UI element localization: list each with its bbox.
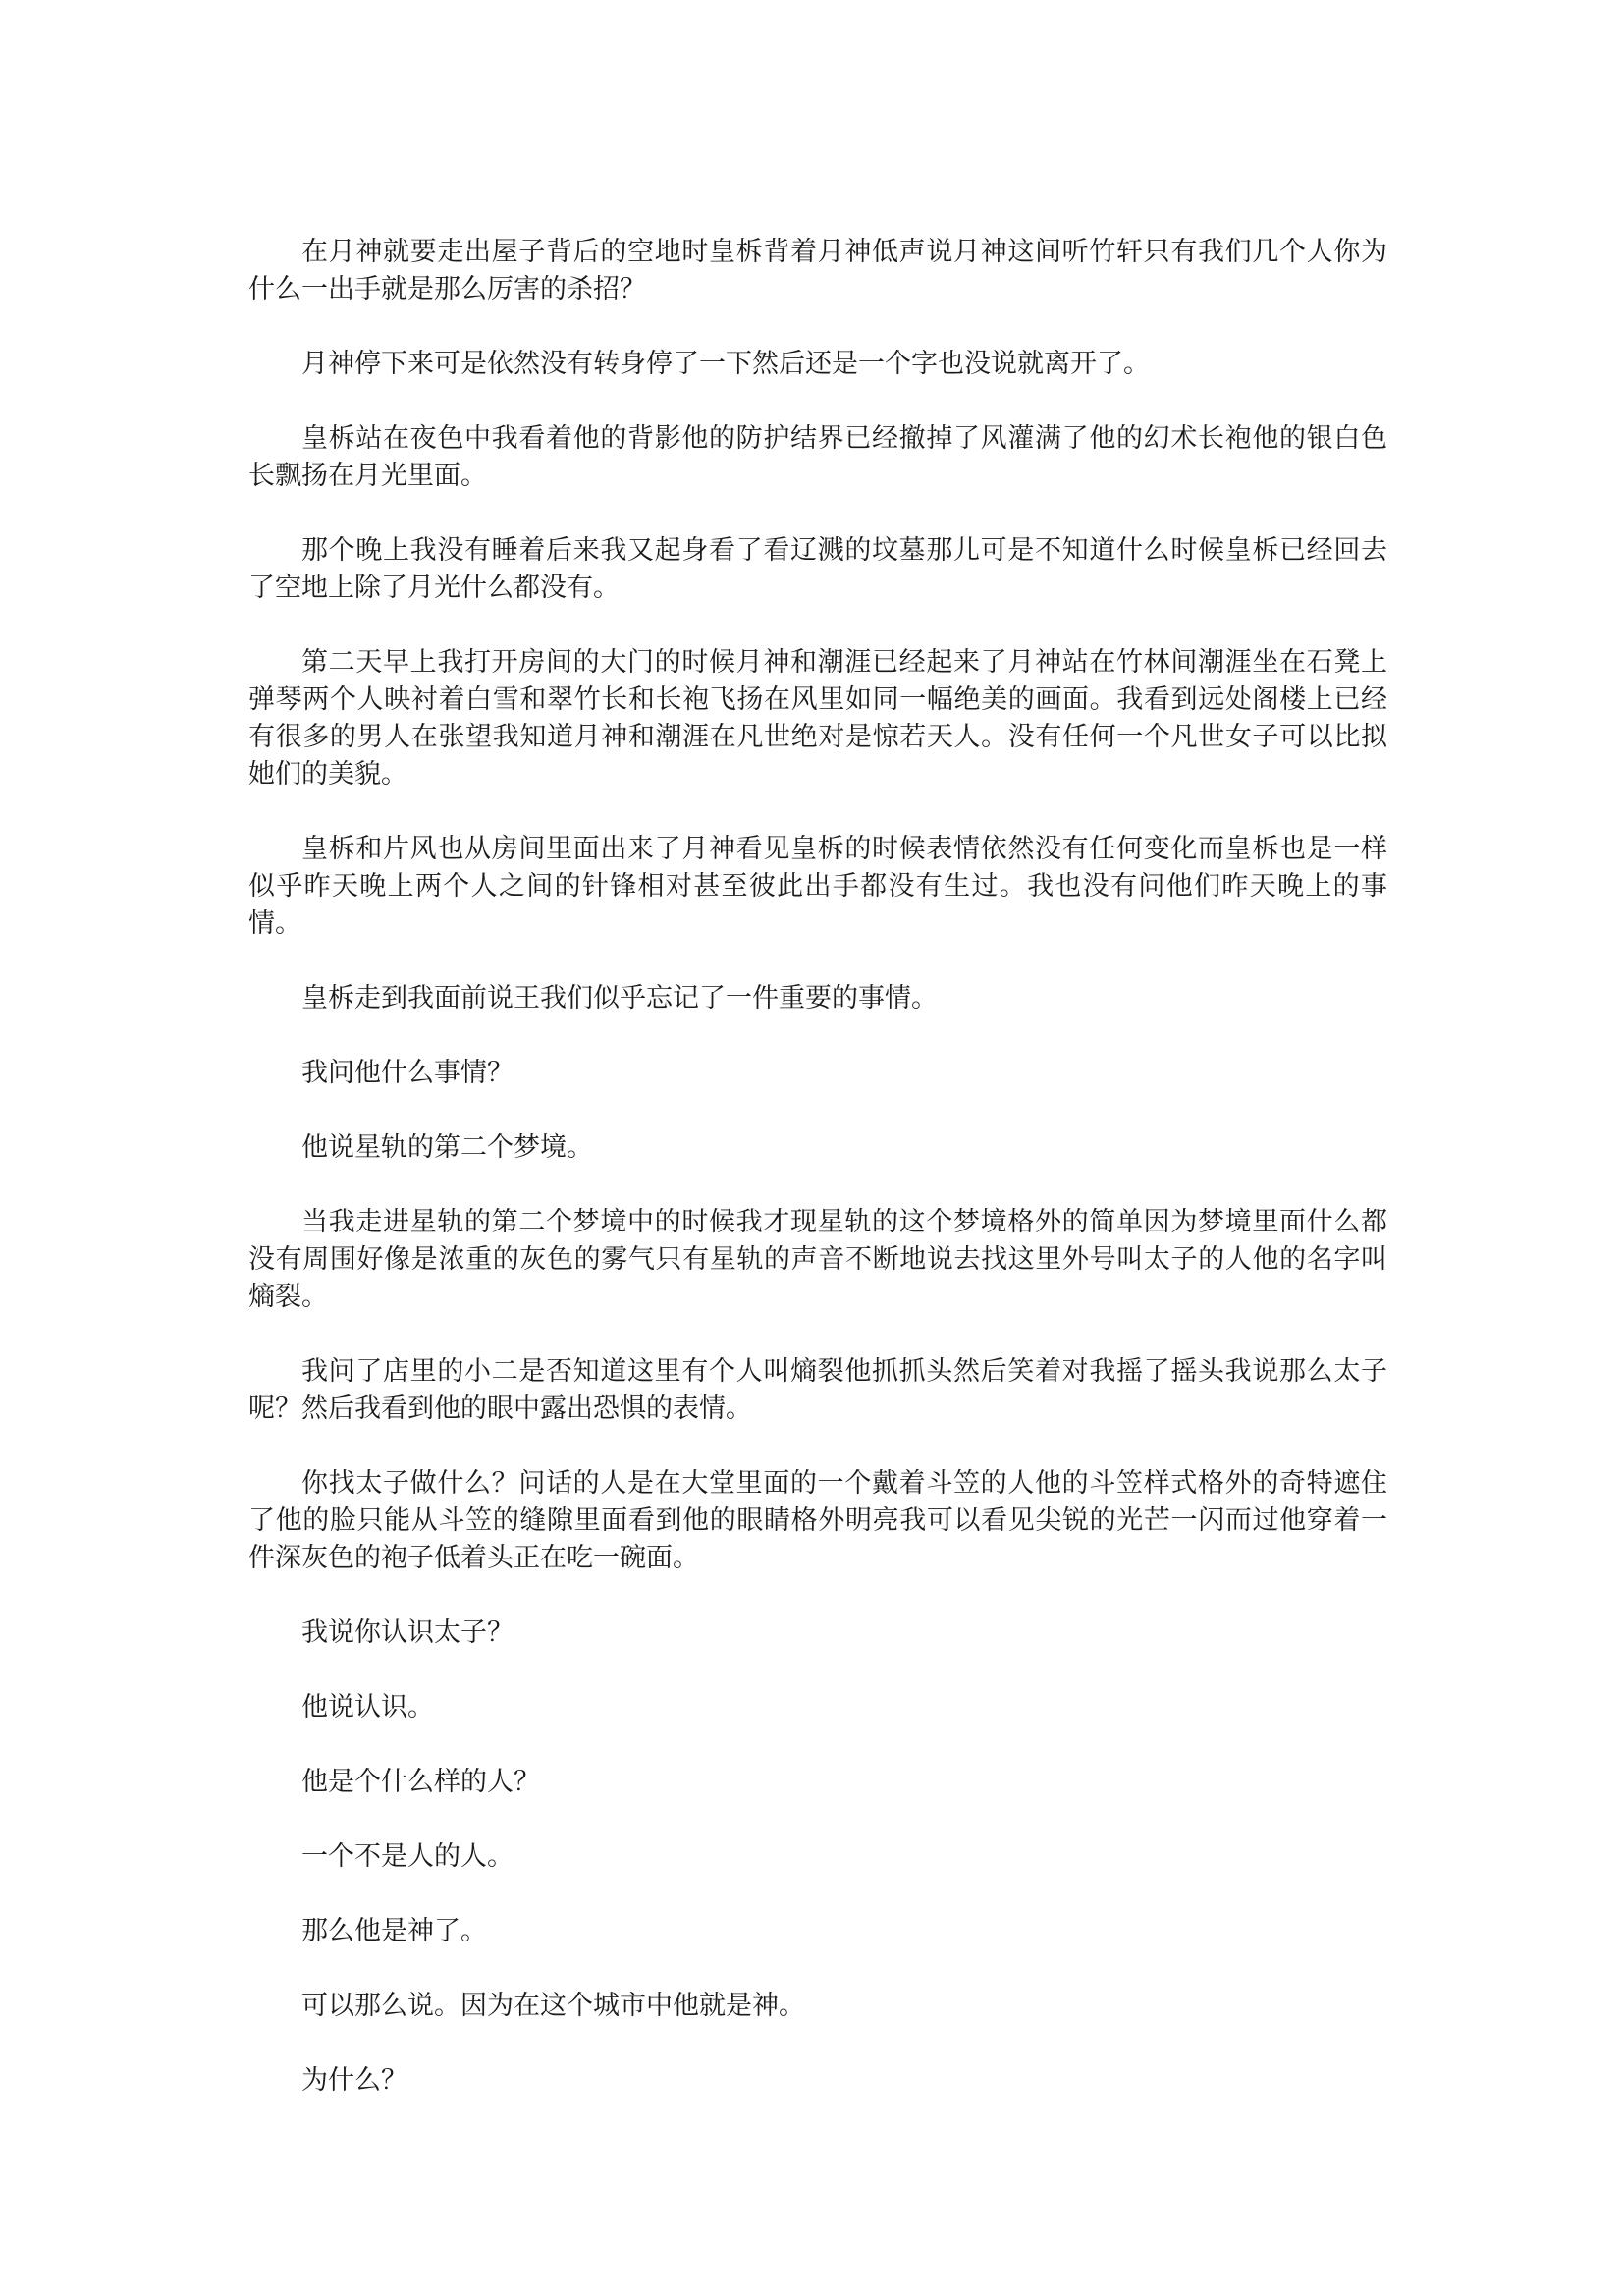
paragraph: 一个不是人的人。	[301, 1841, 514, 1872]
paragraph: 皇柝和片风也从房间里面出来了月神看见皇柝的时候表情依然没有任何变化而皇柝也是一样似乎昨天晚上两个人之间的针锋相对甚至彼此出手都没有生过。我也没有问他们昨天晚上的事情。	[248, 834, 1387, 939]
paragraph: 我问了店里的小二是否知道这里有个人叫熵裂他抓抓头然后笑着对我摇了摇头我说那么太子呢？然后我看到他的眼中露出恐惧的表情。	[248, 1356, 1387, 1424]
paragraph: 那个晚上我没有睡着后来我又起身看了看辽溅的坟墓那儿可是不知道什么时候皇柝已经回去了空地上除了月光什么都没有。	[248, 535, 1387, 603]
paragraph: 他说认识。	[301, 1692, 434, 1722]
paragraph: 在月神就要走出屋子背后的空地时皇柝背着月神低声说月神这间听竹轩只有我们几个人你为什么一出手就是那么厉害的杀招？	[248, 237, 1387, 304]
paragraph: 为什么？	[301, 2065, 407, 2096]
paragraph: 那么他是神了。	[301, 1916, 487, 1946]
paragraph: 你找太子做什么？问话的人是在大堂里面的一个戴着斗笠的人他的斗笠样式格外的奇特遮住了他的脸只能从斗笠的缝隙里面看到他的眼睛格外明亮我可以看见尖锐的光芒一闪而过他穿着一件深灰色的袍子低着头正在吃一碗面。	[248, 1468, 1387, 1573]
paragraph: 我问他什么事情？	[301, 1058, 514, 1088]
paragraph: 第二天早上我打开房间的大门的时候月神和潮涯已经起来了月神站在竹林间潮涯坐在石凳上弹琴两个人映衬着白雪和翠竹长和长袍飞扬在风里如同一幅绝美的画面。我看到远处阁楼上已经有很多的男人在张望我知道月神和潮涯在凡世绝对是惊若天人。没有任何一个凡世女子可以比拟她们的美貌。	[248, 647, 1387, 790]
paragraph: 月神停下来可是依然没有转身停了一下然后还是一个字也没说就离开了。	[301, 349, 1150, 379]
paragraph: 当我走进星轨的第二个梦境中的时候我才现星轨的这个梦境格外的简单因为梦境里面什么都没有周围好像是浓重的灰色的雾气只有星轨的声音不断地说去找这里外号叫太子的人他的名字叫熵裂。	[248, 1207, 1387, 1312]
paragraph: 他是个什么样的人？	[301, 1767, 540, 1797]
paragraph: 皇柝走到我面前说王我们似乎忘记了一件重要的事情。	[301, 983, 938, 1013]
paragraph: 他说星轨的第二个梦境。	[301, 1132, 593, 1163]
paragraph: 可以那么说。因为在这个城市中他就是神。	[301, 1991, 805, 2021]
paragraph: 我说你认识太子？	[301, 1617, 514, 1648]
document-body	[248, 234, 1387, 2137]
paragraph: 皇柝站在夜色中我看着他的背影他的防护结界已经撤掉了风灌满了他的幻术长袍他的银白色长飘扬在月光里面。	[248, 423, 1387, 491]
